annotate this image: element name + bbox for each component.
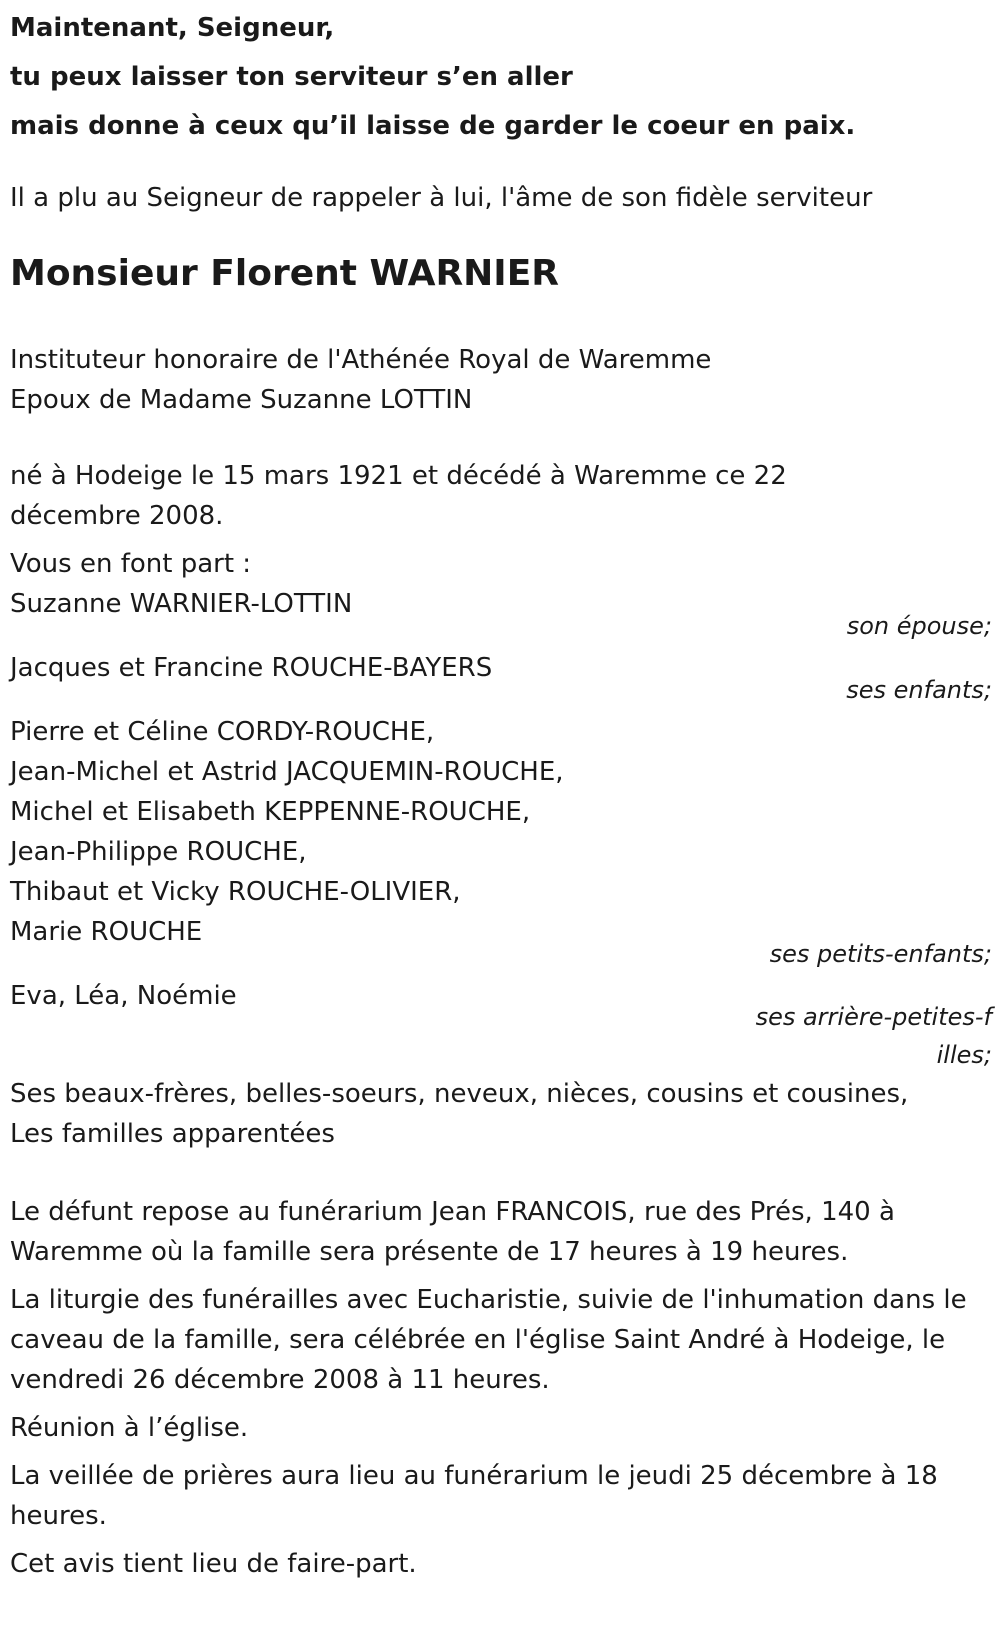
family-member: Michel et Elisabeth KEPPENNE-ROUCHE, xyxy=(10,797,531,827)
notice-footer: Cet avis tient lieu de faire-part. xyxy=(10,1549,417,1579)
family-grandchildren xyxy=(10,712,995,952)
funerarium-info: Le défunt repose au funérarium Jean FRANCOIS, rue des Prés, 140 à Waremme où la famille sera présente de 17 heures à 19 heures. xyxy=(10,1197,895,1267)
family-spouse: Suzanne WARNIER-LOTTIN xyxy=(10,589,353,619)
deceased-spouse: Epoux de Madame Suzanne LOTTIN xyxy=(10,385,473,415)
family-member: Jean-Michel et Astrid JACQUEMIN-ROUCHE, xyxy=(10,757,564,787)
family-member: Thibaut et Vicky ROUCHE-OLIVIER, xyxy=(10,877,461,907)
relation-label: ses arrière-petites-filles; xyxy=(755,1003,992,1069)
intro-text: Il a plu au Seigneur de rappeler à lui, l'âme de son fidèle serviteur xyxy=(10,183,873,213)
verse-line: Maintenant, Seigneur, xyxy=(10,13,335,43)
deceased-occupation: Instituteur honoraire de l'Athénée Royal de Waremme xyxy=(10,345,712,375)
meeting-info: Réunion à l’église. xyxy=(10,1413,249,1443)
relation-label: ses petits-enfants; xyxy=(769,940,992,968)
vigil-info: La veillée de prières aura lieu au funérarium le jeudi 25 décembre à 18 heures. xyxy=(10,1461,938,1531)
relation-label: son épouse; xyxy=(846,612,992,640)
family-member: Jean-Philippe ROUCHE, xyxy=(10,837,307,867)
obituary-notice xyxy=(10,4,995,1584)
opening-verse xyxy=(10,4,995,151)
verse-line: mais donne à ceux qu’il laisse de garder le coeur en paix. xyxy=(10,111,856,141)
family-extended: Les familles apparentées xyxy=(10,1119,335,1149)
family-great-grandchildren: Eva, Léa, Noémie xyxy=(10,981,237,1011)
deceased-name: Monsieur Florent WARNIER xyxy=(10,253,559,294)
verse-line: tu peux laisser ton serviteur s’en aller xyxy=(10,62,573,92)
family-extended: Ses beaux-frères, belles-soeurs, neveux, nièces, cousins et cousines, xyxy=(10,1079,909,1109)
family-member: Marie ROUCHE xyxy=(10,917,203,947)
family-list xyxy=(10,584,995,1154)
announcement-heading: Vous en font part : xyxy=(10,549,252,579)
family-children: Jacques et Francine ROUCHE-BAYERS xyxy=(10,653,493,683)
liturgy-info: La liturgie des funérailles avec Eucharistie, suivie de l'inhumation dans le caveau de la famille, sera célébrée en l'église Saint André à Hodeige, le vendredi 26 décembre 2008 à 11 heures. xyxy=(10,1285,967,1395)
birth-death-dates: né à Hodeige le 15 mars 1921 et décédé à Waremme ce 22 décembre 2008. xyxy=(10,461,787,531)
relation-label: ses enfants; xyxy=(846,676,992,704)
family-member: Pierre et Céline CORDY-ROUCHE, xyxy=(10,717,435,747)
